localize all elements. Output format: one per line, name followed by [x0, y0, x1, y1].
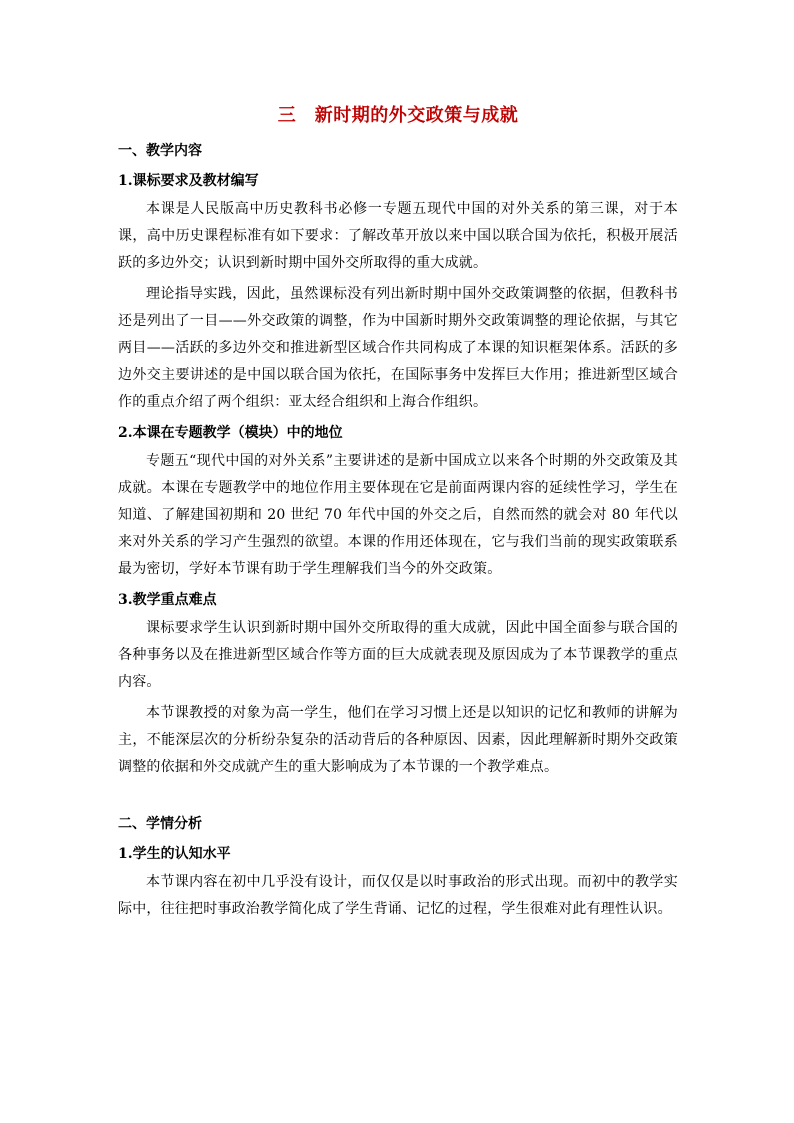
subsection-heading: 3.教学重点难点 [118, 592, 217, 608]
subsection-heading: 1.学生的认知水平 [118, 846, 231, 862]
section-spacer [118, 785, 678, 811]
section-heading: 一、教学内容 [118, 143, 202, 159]
section-teaching-content [118, 138, 678, 781]
document-title: 三 新时期的外交政策与成就 [277, 105, 519, 126]
paragraph: 课标要求学生认识到新时期中国外交所取得的重大成就，因此中国全面参与联合国的各种事务以及在推进新型区域合作等方面的巨大成就表现及原因成为了本节课教学的重点内容。 [118, 620, 678, 690]
paragraph: 本节课内容在初中几乎没有设计，而仅仅是以时事政治的形式出现。而初中的教学实际中，往往把时事政治教学简化成了学生背诵、记忆的过程，学生很难对此有理性认识。 [118, 874, 678, 917]
paragraph: 本课是人民版高中历史教科书必修一专题五现代中国的对外关系的第三课，对于本课，高中历史课程标准有如下要求：了解改革开放以来中国以联合国为依托，积极开展活跃的多边外交；认识到新时期中国外交所取得的重大成就。 [118, 201, 678, 271]
paragraph: 理论指导实践，因此，虽然课标没有列出新时期中国外交政策调整的依据，但教科书还是列出了一目——外交政策的调整，作为中国新时期外交政策调整的理论依据，与其它两目——活跃的多边外交和推进新型区域合作共同构成了本课的知识框架体系。活跃的多边外交主要讲述的是中国以联合国为依托，在国际事务中发挥巨大作用；推进新型区域合作的重点介绍了两个组织：亚太经合组织和上海合作组织。 [118, 286, 678, 410]
subsection-heading: 2.本课在专题教学（模块）中的地位 [118, 425, 343, 441]
subsection-heading: 1.课标要求及教材编写 [118, 173, 259, 189]
section-heading: 二、学情分析 [118, 816, 202, 832]
section-student-analysis [118, 811, 678, 923]
document-page [118, 102, 678, 927]
paragraph: 专题五“现代中国的对外关系”主要讲述的是新中国成立以来各个时期的外交政策及其成就。本课在专题教学中的地位作用主要体现在它是前面两课内容的延续性学习，学生在知道、了解建国初期和 20 世纪 70 年代中国的外交之后，自然而然的就会对 80 年代以来对外关系的学习产生强烈的欲望。本课的作用还体现在，它与我们当前的现实政策联系最为密切，学好本节课有助于学生理解我们当今的外交政策。 [118, 453, 678, 577]
paragraph: 本节课教授的对象为高一学生，他们在学习习惯上还是以知识的记忆和教师的讲解为主，不能深层次的分析纷杂复杂的活动背后的各种原因、因素，因此理解新时期外交政策调整的依据和外交成就产生的重大影响成为了本节课的一个教学难点。 [118, 705, 678, 775]
